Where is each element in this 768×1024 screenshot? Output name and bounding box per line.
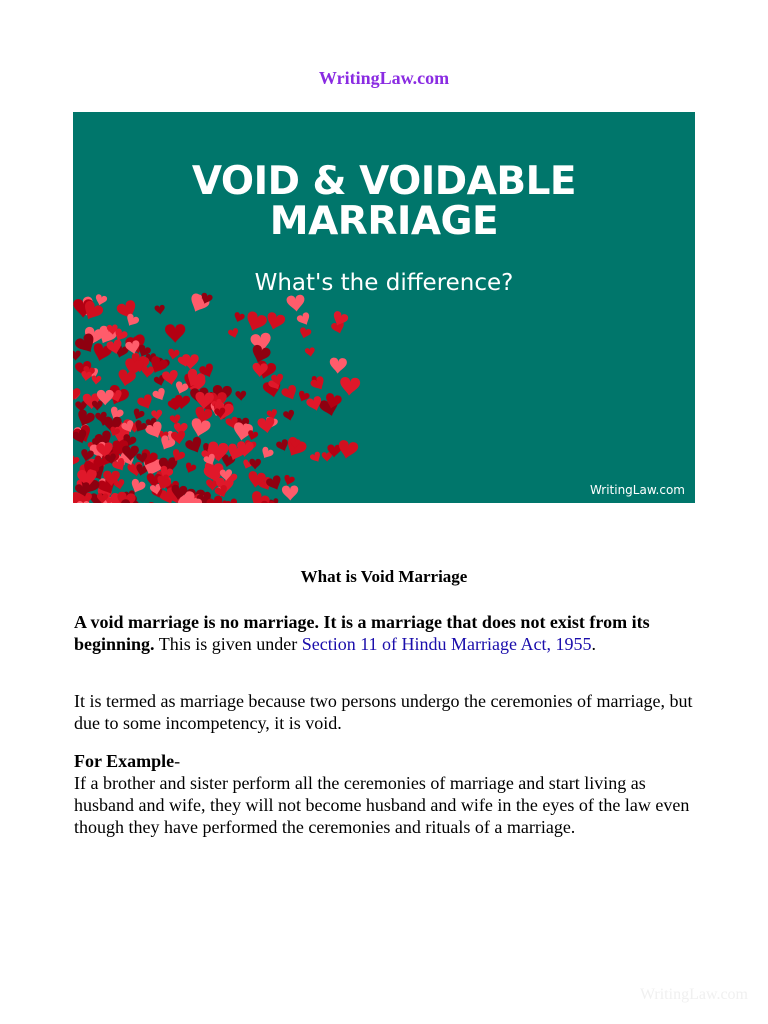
heart-shape (286, 294, 305, 312)
heart-shape (249, 459, 261, 470)
heart-shape (73, 351, 81, 361)
paragraph-explanation: It is termed as marriage because two persons undergo the ceremonies of marriage, but due to some incompetency, it is void. (74, 691, 693, 733)
heart-shape (339, 377, 360, 397)
definition-text: This is given under (154, 634, 302, 654)
paragraph-definition (74, 611, 704, 655)
banner-title-line1: VOID & VOIDABLE (191, 159, 577, 204)
heart-shape (264, 311, 286, 332)
heart-shape (283, 409, 296, 422)
heart-shape (146, 501, 163, 503)
section-11-link[interactable]: Section 11 of Hindu Marriage Act, 1955 (301, 634, 592, 654)
paragraph-example (74, 750, 704, 838)
watermark: WritingLaw.com (639, 986, 748, 1003)
heart-shape (298, 327, 312, 340)
definition-end: . (591, 634, 596, 654)
banner-brand: WritingLaw.com (589, 483, 685, 497)
definition-bold: A void marriage is no marriage. It is a marriage that does not exist from its beginning. (74, 612, 650, 654)
heart-shape (131, 408, 145, 422)
banner-subtitle: What's the difference? (254, 270, 514, 296)
heart-shape (136, 393, 155, 412)
heart-shape (247, 489, 271, 503)
example-label: For Example (74, 751, 175, 771)
heart-shape (165, 324, 185, 343)
site-name: WritingLaw.com (318, 68, 450, 88)
heart-shape (227, 327, 240, 339)
heart-shape (305, 347, 316, 358)
heart-shape (233, 311, 246, 323)
heart-shape (243, 310, 268, 334)
heart-shape (182, 354, 199, 369)
section-heading: What is Void Marriage (300, 567, 468, 586)
heart-shape (91, 375, 101, 385)
heart-shape (283, 435, 309, 460)
banner-image (73, 112, 695, 503)
heart-shape (282, 474, 295, 486)
heart-shape (80, 371, 92, 382)
heart-shape (309, 451, 323, 465)
heart-shape (282, 485, 299, 500)
heart-shape (280, 384, 300, 403)
heart-shape (296, 311, 313, 327)
heart-shape (329, 357, 347, 374)
heart-shape (154, 305, 165, 316)
heart-shape (73, 455, 80, 468)
heart-shape (189, 417, 212, 438)
heart-shape (151, 387, 168, 403)
example-dash: - (174, 751, 181, 771)
heart-shape (322, 452, 333, 462)
banner-title-line2: MARRIAGE (269, 199, 499, 244)
heart-shape (265, 474, 284, 492)
heart-shape (259, 446, 274, 461)
banner-title (73, 159, 695, 244)
heart-shape (183, 462, 197, 475)
example-text: If a brother and sister perform all the ceremonies of marriage and start living as husband and wife, they will not become husband and wife in the eyes of the law even though they have performed the ceremonies and rituals of a marriage. (74, 773, 690, 837)
heart-shape (235, 391, 246, 402)
